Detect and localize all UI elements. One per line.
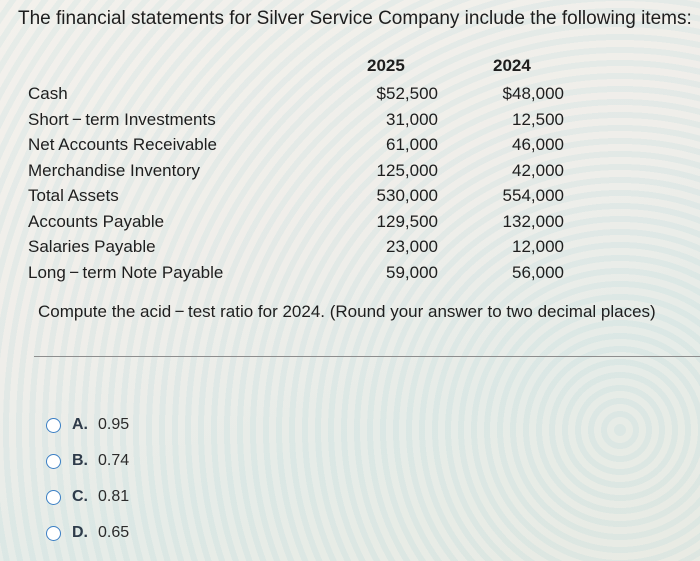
option-d[interactable] <box>46 515 129 551</box>
table-row-total-assets <box>28 184 588 210</box>
value-2025: 23,000 <box>386 237 438 256</box>
row-label: Merchandise Inventory <box>28 160 200 180</box>
radio-button[interactable] <box>46 418 61 433</box>
table-row-accounts-payable <box>28 210 588 236</box>
question-prompt: Compute the acid − test ratio for 2024. (Round your answer to two decimal places) <box>38 302 656 321</box>
value-2024: 12,500 <box>512 109 564 129</box>
value-2024: 554,000 <box>502 186 564 205</box>
value-2024: 132,000 <box>502 211 564 231</box>
value-2025: 125,000 <box>376 160 438 180</box>
row-label: Salaries Payable <box>28 237 156 256</box>
value-2024: 46,000 <box>512 135 564 154</box>
year-header-2025: 2025 <box>367 56 405 75</box>
option-letter: B. <box>72 452 88 469</box>
row-label: Total Assets <box>28 186 119 205</box>
option-value: 0.74 <box>98 452 130 469</box>
option-letter: C. <box>72 488 88 505</box>
option-value: 0.81 <box>98 488 130 505</box>
radio-button[interactable] <box>46 454 61 469</box>
option-c[interactable] <box>46 479 129 515</box>
value-2024: $48,000 <box>502 84 564 103</box>
table-row-merchandise-inventory <box>28 159 588 185</box>
table-row-cash <box>28 82 588 108</box>
question-stem: The financial statements for Silver Service Company include the following items: <box>18 8 692 29</box>
option-letter: A. <box>72 416 88 433</box>
option-a[interactable] <box>46 407 129 443</box>
table-row-long-term-note-payable <box>28 261 588 287</box>
row-label: Cash <box>28 84 68 103</box>
value-2025: $52,500 <box>376 84 438 103</box>
table-row-salaries-payable <box>28 235 588 261</box>
option-b[interactable] <box>46 443 129 479</box>
row-label: Net Accounts Receivable <box>28 135 217 154</box>
row-label: Long − term Note Payable <box>28 262 224 282</box>
value-2025: 129,500 <box>376 211 438 231</box>
row-label: Short − term Investments <box>28 109 216 129</box>
value-2024: 12,000 <box>512 237 564 256</box>
radio-button[interactable] <box>46 526 61 541</box>
answer-options <box>46 407 129 551</box>
value-2025: 31,000 <box>386 109 438 129</box>
radio-button[interactable] <box>46 490 61 505</box>
value-2024: 42,000 <box>512 160 564 180</box>
option-value: 0.65 <box>98 524 130 541</box>
value-2025: 61,000 <box>386 135 438 154</box>
value-2024: 56,000 <box>512 262 564 282</box>
option-value: 0.95 <box>98 416 130 433</box>
divider <box>34 356 700 357</box>
financial-table <box>28 82 588 286</box>
row-label: Accounts Payable <box>28 211 165 231</box>
table-row-short-term-investments <box>28 108 588 134</box>
value-2025: 59,000 <box>386 262 438 282</box>
table-row-net-accounts-receivable <box>28 133 588 159</box>
value-2025: 530,000 <box>376 186 438 205</box>
option-letter: D. <box>72 524 88 541</box>
year-header-2024: 2024 <box>493 56 531 75</box>
